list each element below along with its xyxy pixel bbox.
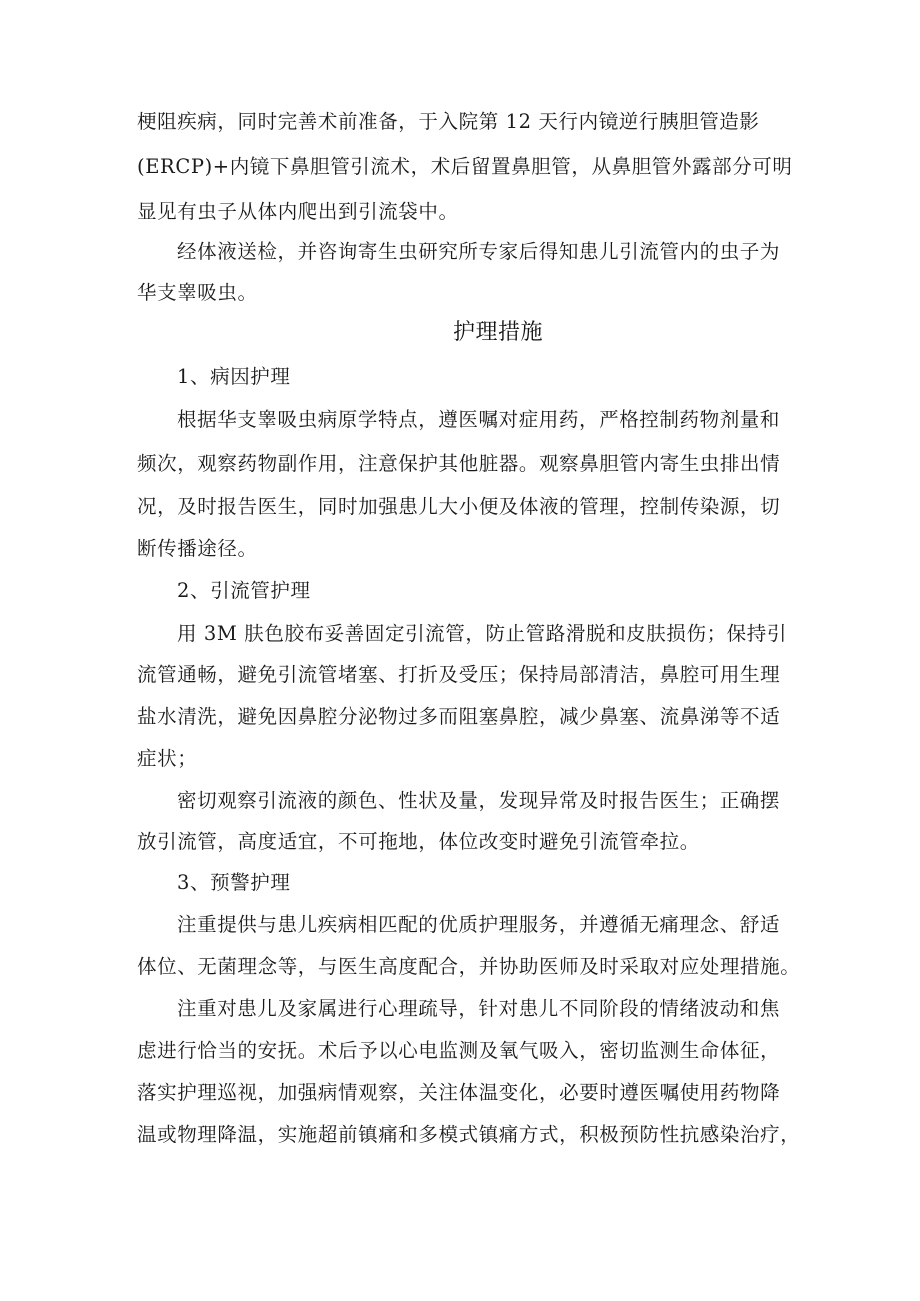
item-1-title: 1、病因护理: [177, 365, 291, 388]
paragraph-1-line-3: 显见有虫子从体内爬出到引流袋中。: [137, 200, 459, 223]
item-3-p1-line-1: 注重提供与患儿疾病相匹配的优质护理服务，并遵循无痛理念、舒适: [177, 913, 781, 936]
item-2-p2-line-2: 放引流管，高度适宜，不可拖地，体位改变时避免引流管牵拉。: [137, 830, 700, 853]
section-title: 护理措施: [453, 320, 544, 345]
item-2-p2-line-1: 密切观察引流液的颜色、性状及量，发现异常及时报告医生；正确摆: [177, 789, 781, 812]
item-1-line-1: 根据华支睾吸虫病原学特点，遵医嘱对症用药，严格控制药物剂量和: [177, 408, 781, 431]
paragraph-1-line-1: 梗阻疾病，同时完善术前准备，于入院第 12 天行内镜逆行胰胆管造影: [137, 110, 760, 133]
item-2-p1-line-4: 症状；: [137, 747, 198, 770]
item-2-title: 2、引流管护理: [177, 579, 311, 602]
paragraph-1-line-2: (ERCP)+内镜下鼻胆管引流术，术后留置鼻胆管，从鼻胆管外露部分可明: [137, 155, 793, 178]
item-1-line-3: 况，及时报告医生，同时加强患儿大小便及体液的管理，控制传染源，切: [137, 495, 781, 518]
item-3-p2-line-3: 落实护理巡视，加强病情观察，关注体温变化，必要时遵医嘱使用药物降: [137, 1081, 781, 1104]
paragraph-2-line-1: 经体液送检，并咨询寄生虫研究所专家后得知患儿引流管内的虫子为: [177, 240, 781, 263]
item-2-p1-line-3: 盐水清洗，避免因鼻腔分泌物过多而阻塞鼻腔，减少鼻塞、流鼻涕等不适: [137, 705, 781, 728]
item-1-line-2: 频次，观察药物副作用，注意保护其他脏器。观察鼻胆管内寄生虫排出情: [137, 452, 781, 475]
item-2-p1-line-2: 流管通畅，避免引流管堵塞、打折及受压；保持局部清洁，鼻腔可用生理: [137, 663, 781, 686]
item-3-p2-line-1: 注重对患儿及家属进行心理疏导，针对患儿不同阶段的情绪波动和焦: [177, 997, 781, 1020]
item-3-title: 3、预警护理: [177, 871, 291, 894]
item-1-line-4: 断传播途径。: [137, 537, 258, 560]
item-3-p1-line-2: 体位、无菌理念等，与医生高度配合，并协助医师及时采取对应处理措施。: [137, 955, 801, 978]
item-3-p2-line-2: 虑进行恰当的安抚。术后予以心电监测及氧气吸入，密切监测生命体征，: [137, 1039, 781, 1062]
item-3-p2-line-4: 温或物理降温，实施超前镇痛和多模式镇痛方式，积极预防性抗感染治疗，: [137, 1123, 801, 1146]
item-2-p1-line-1: 用 3M 肤色胶布妥善固定引流管，防止管路滑脱和皮肤损伤；保持引: [177, 622, 787, 645]
paragraph-2-line-2: 华支睾吸虫。: [137, 281, 258, 304]
